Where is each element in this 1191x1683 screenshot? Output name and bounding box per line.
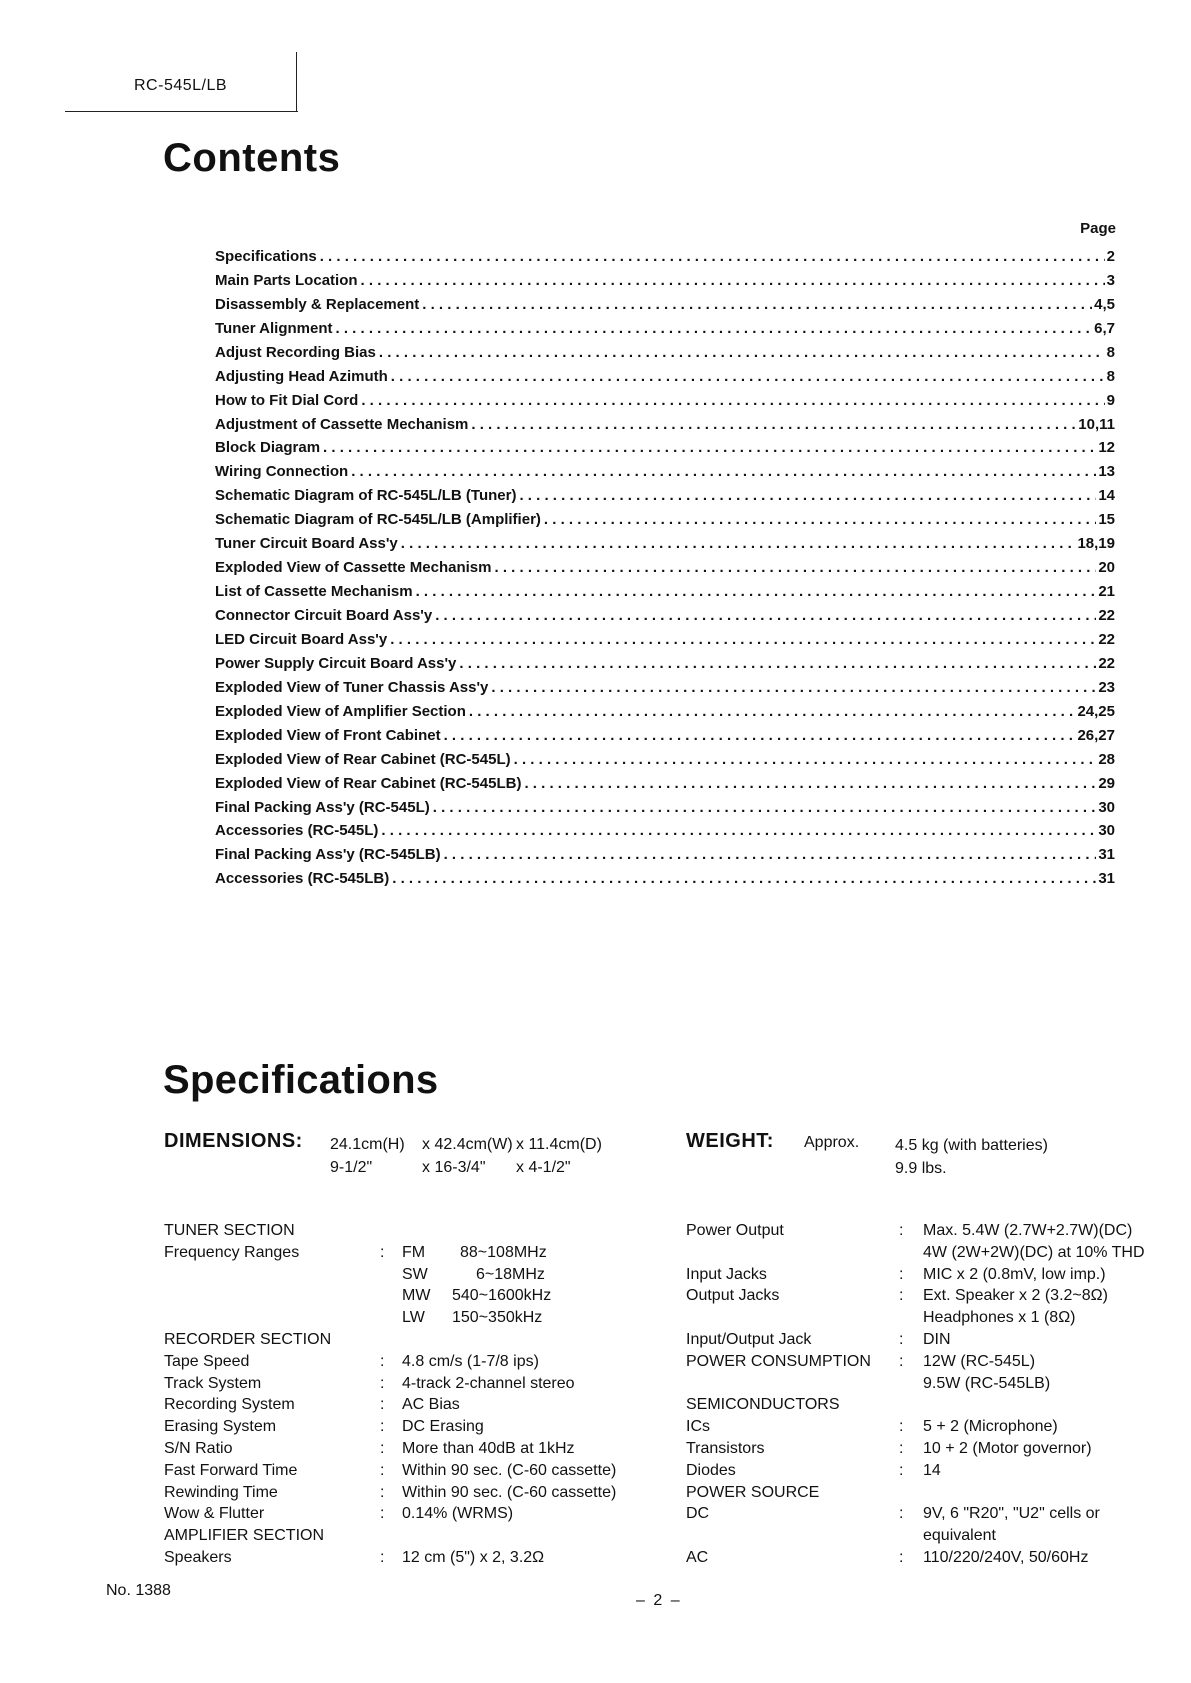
toc-entry-label: How to Fit Dial Cord — [215, 391, 359, 409]
power-output-label: Power Output — [686, 1222, 784, 1239]
toc-entry-label: Schematic Diagram of RC-545L/LB (Amplifier) — [215, 511, 541, 529]
toc-entry-label: List of Cassette Mechanism — [215, 583, 413, 601]
toc-entry-label: Exploded View of Amplifier Section — [215, 702, 466, 720]
toc-leader-dots — [413, 583, 1097, 600]
toc-entry-page: 20 — [1098, 559, 1115, 577]
wow-flutter-label: Wow & Flutter — [164, 1505, 265, 1523]
band-mw: MW 540~1600kHz — [402, 1287, 552, 1305]
toc-entry-page: 14 — [1098, 487, 1115, 505]
recording-system-label: Recording System — [164, 1396, 295, 1414]
toc-entry-label: Accessories (RC-545LB) — [215, 870, 390, 888]
band-lw: LW 150~350kHz — [402, 1309, 543, 1327]
power-consumption-value-1: 12W (RC-545L) — [923, 1352, 1036, 1370]
rewinding-value: Within 90 sec. (C-60 cassette) — [402, 1483, 617, 1501]
dimensions-label: DIMENSIONS: — [164, 1130, 303, 1152]
toc-entry-label: Adjustment of Cassette Mechanism — [215, 415, 469, 433]
weight-approx: Approx. — [804, 1134, 860, 1151]
speakers-value: 12 cm (5") x 2, 3.2Ω — [402, 1548, 545, 1566]
toc-entry-label: Power Supply Circuit Board Ass'y — [215, 654, 457, 672]
toc-entry-label: Final Packing Ass'y (RC-545L) — [215, 798, 430, 816]
toc-leader-dots — [466, 703, 1076, 720]
toc-entry — [215, 480, 1115, 504]
toc-entry-page: 3 — [1106, 271, 1115, 289]
toc-entry-label: Adjust Recording Bias — [215, 343, 376, 361]
speakers-label: Speakers — [164, 1548, 232, 1566]
toc-entry — [215, 816, 1115, 840]
track-system-value: 4-track 2-channel stereo — [402, 1374, 575, 1392]
toc-entry — [215, 385, 1115, 409]
toc-entry — [215, 792, 1115, 816]
left-spec-values — [402, 1220, 662, 1569]
toc-entry-page: 30 — [1098, 822, 1115, 840]
toc-entry — [215, 863, 1115, 887]
toc-leader-dots — [541, 511, 1096, 528]
toc-leader-dots — [320, 439, 1096, 456]
toc-leader-dots — [488, 679, 1096, 696]
toc-entry — [215, 720, 1115, 744]
toc-entry-label: Exploded View of Tuner Chassis Ass'y — [215, 678, 489, 696]
toc-entry-page: 6,7 — [1094, 319, 1115, 337]
tape-speed-label: Tape Speed — [164, 1352, 250, 1370]
toc-entry-label: Main Parts Location — [215, 271, 358, 289]
toc-entry-page: 10,11 — [1078, 415, 1115, 433]
toc-leader-dots — [441, 727, 1076, 744]
toc-entry — [215, 672, 1115, 696]
io-jack-value: DIN — [923, 1330, 951, 1348]
output-jacks-value-1: Ext. Speaker x 2 (3.2~8Ω) — [923, 1287, 1108, 1305]
toc-entry — [215, 624, 1115, 648]
document-number: No. 1388 — [106, 1582, 171, 1599]
right-spec-values — [923, 1220, 1183, 1569]
toc-entry-label: Exploded View of Rear Cabinet (RC-545LB) — [215, 774, 522, 792]
output-jacks-label: Output Jacks — [686, 1287, 780, 1305]
toc-leader-dots — [378, 822, 1096, 839]
toc-entry — [215, 768, 1115, 792]
toc-entry — [215, 552, 1115, 576]
toc-entry-page: 31 — [1098, 870, 1115, 888]
toc-entry-label: Exploded View of Rear Cabinet (RC-545L) — [215, 750, 511, 768]
band-fm: FM 88~108MHz — [402, 1243, 547, 1261]
toc-entry-page: 28 — [1098, 750, 1115, 768]
toc-entry — [215, 337, 1115, 361]
input-jacks-value: MIC x 2 (0.8mV, low imp.) — [923, 1265, 1106, 1283]
toc-entry-page: 29 — [1098, 774, 1115, 792]
tuner-section-heading: TUNER SECTION — [164, 1222, 295, 1239]
toc-leader-dots — [456, 655, 1096, 672]
toc-leader-dots — [387, 631, 1096, 648]
right-spec-labels — [686, 1220, 896, 1569]
fast-forward-label: Fast Forward Time — [164, 1461, 298, 1479]
toc-entry-page: 13 — [1098, 463, 1115, 481]
toc-entry — [215, 576, 1115, 600]
dc-value-1: 9V, 6 "R20", "U2" cells or — [923, 1505, 1100, 1523]
transistors-value: 10 + 2 (Motor governor) — [923, 1439, 1092, 1457]
toc-entry-label: Wiring Connection — [215, 463, 349, 481]
toc-leader-dots — [491, 559, 1096, 576]
toc-entry — [215, 504, 1115, 528]
toc-entry — [215, 696, 1115, 720]
toc-entry — [215, 433, 1115, 457]
sn-ratio-label: S/N Ratio — [164, 1439, 233, 1457]
toc-entry-page: 22 — [1098, 630, 1115, 648]
right-spec-colons: : : : : : : : : : : — [899, 1222, 904, 1566]
toc-entry — [215, 528, 1115, 552]
toc-entry — [215, 648, 1115, 672]
toc-leader-dots — [468, 416, 1076, 433]
toc-entry-label: Tuner Alignment — [215, 319, 333, 337]
wow-flutter-value: 0.14% (WRMS) — [402, 1505, 514, 1523]
toc-entry — [215, 744, 1115, 768]
dimension-depth: x 11.4cm(D) — [516, 1136, 602, 1153]
dimension-height: 24.1cm(H) — [330, 1136, 405, 1153]
toc-entry — [215, 313, 1115, 337]
toc-leader-dots — [389, 870, 1096, 887]
toc-entry-page: 8 — [1106, 343, 1115, 361]
dimension-width-inch: x 16-3/4" — [422, 1159, 486, 1176]
dc-label: DC — [686, 1505, 710, 1523]
track-system-label: Track System — [164, 1374, 262, 1392]
dimension-depth-inch: x 4-1/2" — [516, 1159, 571, 1176]
toc-leader-dots — [419, 296, 1092, 313]
table-of-contents — [215, 241, 1115, 887]
toc-entry-page: 22 — [1098, 607, 1115, 624]
power-source-heading: POWER SOURCE — [686, 1483, 820, 1501]
recording-system-value: AC Bias — [402, 1396, 460, 1414]
toc-entry — [215, 361, 1115, 385]
toc-leader-dots — [511, 751, 1097, 768]
amplifier-section-heading: AMPLIFIER SECTION — [164, 1527, 325, 1545]
toc-entry-label: Disassembly & Replacement — [215, 295, 420, 313]
toc-entry-page: 9 — [1106, 391, 1115, 409]
header-divider-vertical — [296, 52, 297, 112]
toc-leader-dots — [358, 392, 1104, 409]
input-jacks-label: Input Jacks — [686, 1265, 767, 1283]
toc-entry-page: 15 — [1098, 511, 1115, 529]
tape-speed-value: 4.8 cm/s (1-7/8 ips) — [402, 1352, 539, 1370]
toc-entry-page: 24,25 — [1077, 702, 1115, 720]
weight-values — [895, 1134, 1048, 1180]
contents-title: Contents — [163, 136, 341, 180]
toc-leader-dots — [516, 487, 1096, 504]
toc-entry-label: LED Circuit Board Ass'y — [215, 630, 388, 648]
toc-entry-page: 23 — [1098, 678, 1115, 696]
toc-entry-page: 2 — [1106, 247, 1115, 265]
recorder-section-heading: RECORDER SECTION — [164, 1330, 332, 1348]
dimension-height-inch: 9-1/2" — [330, 1159, 373, 1176]
erasing-system-value: DC Erasing — [402, 1418, 484, 1436]
diodes-value: 14 — [923, 1461, 941, 1479]
toc-entry-label: Connector Circuit Board Ass'y — [215, 607, 433, 624]
weight-label: WEIGHT: — [686, 1130, 774, 1152]
dc-value-2: equivalent — [923, 1527, 996, 1545]
output-jacks-value-2: Headphones x 1 (8Ω) — [923, 1309, 1076, 1327]
left-spec-colons: : : : : : : : : : : — [380, 1243, 385, 1566]
band-sw: SW 6~18MHz — [402, 1265, 545, 1283]
toc-entry — [215, 409, 1115, 433]
toc-leader-dots — [317, 248, 1105, 265]
dimensions-values — [330, 1133, 602, 1179]
toc-entry — [215, 600, 1115, 624]
fast-forward-value: Within 90 sec. (C-60 cassette) — [402, 1461, 617, 1479]
toc-entry-label: Final Packing Ass'y (RC-545LB) — [215, 846, 441, 864]
toc-entry — [215, 241, 1115, 265]
power-consumption-value-2: 9.5W (RC-545LB) — [923, 1374, 1051, 1392]
rewinding-label: Rewinding Time — [164, 1483, 278, 1501]
transistors-label: Transistors — [686, 1439, 765, 1457]
toc-entry-page: 31 — [1098, 846, 1115, 864]
model-number: RC-545L/LB — [134, 77, 228, 94]
power-consumption-label: POWER CONSUMPTION — [686, 1352, 871, 1370]
toc-entry — [215, 265, 1115, 289]
io-jack-label: Input/Output Jack — [686, 1330, 812, 1348]
toc-entry-label: Block Diagram — [215, 439, 321, 457]
toc-leader-dots — [432, 607, 1096, 624]
ics-label: ICs — [686, 1418, 710, 1436]
ics-value: 5 + 2 (Microphone) — [923, 1418, 1058, 1436]
dimension-width: x 42.4cm(W) — [422, 1136, 513, 1153]
diodes-label: Diodes — [686, 1461, 736, 1479]
toc-entry-page: 18,19 — [1077, 535, 1115, 553]
toc-leader-dots — [376, 344, 1105, 361]
toc-leader-dots — [333, 320, 1093, 337]
toc-leader-dots — [441, 846, 1097, 863]
header-divider — [65, 111, 298, 112]
toc-leader-dots — [521, 775, 1096, 792]
toc-leader-dots — [388, 368, 1105, 385]
specifications-title: Specifications — [163, 1058, 439, 1102]
toc-entry-page: 12 — [1098, 439, 1115, 457]
toc-entry — [215, 289, 1115, 313]
left-spec-labels — [164, 1220, 374, 1569]
toc-entry — [215, 839, 1115, 863]
toc-leader-dots — [358, 272, 1105, 289]
weight-kg: 4.5 kg (with batteries) — [895, 1137, 1048, 1154]
toc-entry-page: 4,5 — [1094, 295, 1115, 313]
toc-entry-label: Exploded View of Cassette Mechanism — [215, 559, 492, 577]
toc-entry-page: 26,27 — [1077, 726, 1115, 744]
frequency-ranges-label: Frequency Ranges — [164, 1243, 300, 1261]
toc-entry-label: Specifications — [215, 247, 317, 265]
toc-entry-page: 22 — [1098, 654, 1115, 672]
ac-label: AC — [686, 1548, 709, 1566]
toc-entry-label: Adjusting Head Azimuth — [215, 367, 388, 385]
toc-entry-label: Accessories (RC-545L) — [215, 822, 379, 840]
toc-entry-page: 30 — [1098, 798, 1115, 816]
sn-ratio-value: More than 40dB at 1kHz — [402, 1439, 575, 1457]
toc-entry-label: Schematic Diagram of RC-545L/LB (Tuner) — [215, 487, 517, 505]
ac-value: 110/220/240V, 50/60Hz — [923, 1548, 1089, 1566]
toc-entry-label: Tuner Circuit Board Ass'y — [215, 535, 398, 553]
weight-lbs: 9.9 lbs. — [895, 1160, 947, 1177]
page-number: – 2 – — [636, 1592, 682, 1609]
toc-leader-dots — [430, 799, 1097, 816]
toc-entry-page: 21 — [1098, 583, 1115, 601]
semiconductors-heading: SEMICONDUCTORS — [686, 1396, 840, 1414]
toc-entry-page: 8 — [1106, 367, 1115, 385]
toc-entry-label: Exploded View of Front Cabinet — [215, 726, 441, 744]
toc-leader-dots — [398, 535, 1076, 552]
power-output-value-2: 4W (2W+2W)(DC) at 10% THD — [923, 1243, 1145, 1261]
toc-leader-dots — [348, 463, 1096, 480]
erasing-system-label: Erasing System — [164, 1418, 277, 1436]
page-column-heading: Page — [1080, 220, 1116, 237]
toc-entry — [215, 456, 1115, 480]
power-output-value-1: Max. 5.4W (2.7W+2.7W)(DC) — [923, 1222, 1133, 1239]
